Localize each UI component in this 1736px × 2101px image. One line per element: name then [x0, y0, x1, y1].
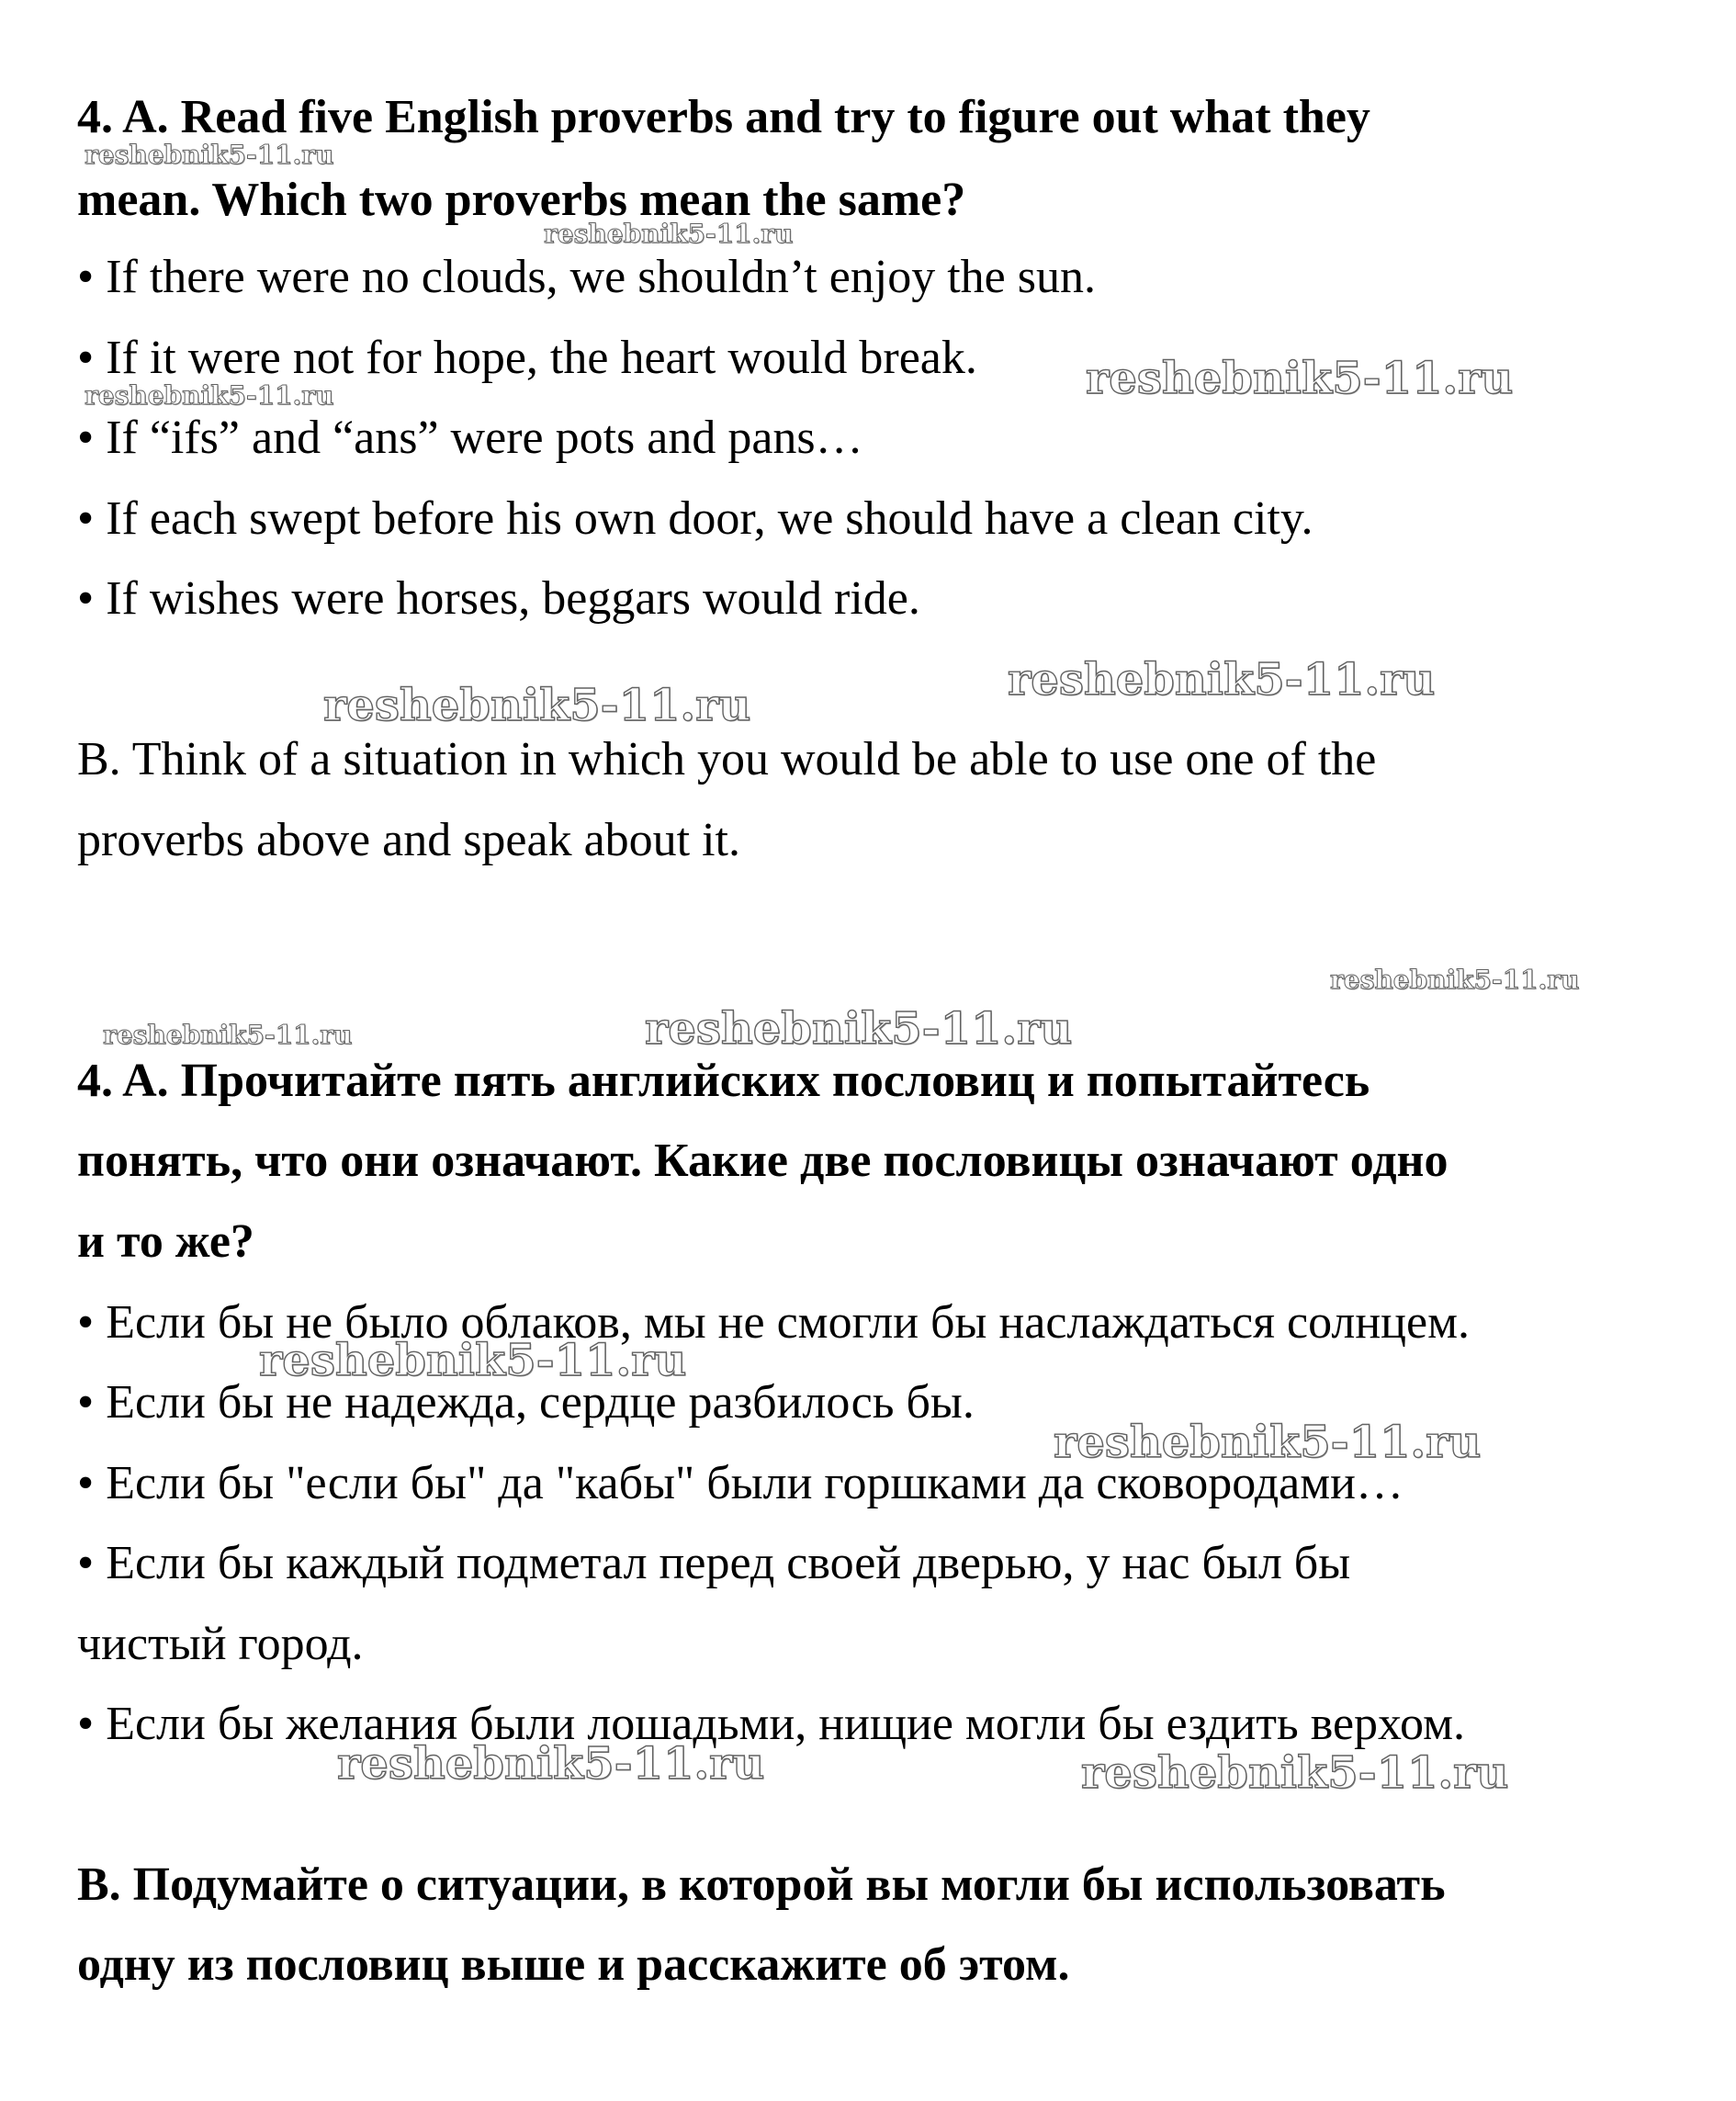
- english-proverb-4: • If each swept before his own door, we should have a clean city.: [77, 492, 1313, 545]
- russian-proverb-3: • Если бы "если бы" да "кабы" были горшками да сковородами…: [77, 1457, 1403, 1509]
- english-task-b-line-2: proverbs above and speak about it.: [77, 814, 741, 866]
- watermark: reshebnik5-11.ru: [103, 1020, 353, 1050]
- english-heading-line-2: mean. Which two proverbs mean the same?: [77, 174, 966, 226]
- russian-task-b-line-2: одну из пословиц выше и расскажите об этом.: [77, 1938, 1070, 1991]
- russian-heading-line-2: понять, что они означают. Какие две пословицы означают одно: [77, 1135, 1449, 1187]
- watermark: reshebnik5-11.ru: [85, 140, 334, 170]
- english-task-b-line-1: B. Think of a situation in which you would be able to use one of the: [77, 733, 1377, 785]
- watermark: reshebnik5-11.ru: [323, 680, 751, 731]
- english-proverb-1: • If there were no clouds, we shouldn’t enjoy the sun.: [77, 251, 1096, 303]
- english-heading-line-1: 4. A. Read five English proverbs and try to figure out what they: [77, 91, 1370, 143]
- english-proverb-2: • If it were not for hope, the heart would break.: [77, 332, 977, 384]
- russian-proverb-5: • Если бы желания были лошадьми, нищие могли бы ездить верхом.: [77, 1698, 1465, 1750]
- watermark: reshebnik5-11.ru: [85, 380, 334, 411]
- watermark: reshebnik5-11.ru: [337, 1738, 765, 1790]
- watermark: reshebnik5-11.ru: [1086, 353, 1514, 404]
- english-proverb-5: • If wishes were horses, beggars would ride.: [77, 572, 920, 625]
- watermark: reshebnik5-11.ru: [1081, 1747, 1509, 1799]
- russian-heading-line-1: 4. A. Прочитайте пять английских пословиц и попытайтесь: [77, 1055, 1370, 1107]
- watermark: reshebnik5-11.ru: [1330, 965, 1580, 995]
- russian-heading-line-3: и то же?: [77, 1215, 254, 1268]
- russian-proverb-4-continued: чистый город.: [77, 1618, 364, 1670]
- watermark: reshebnik5-11.ru: [1008, 654, 1436, 706]
- watermark: reshebnik5-11.ru: [259, 1335, 687, 1386]
- watermark: reshebnik5-11.ru: [645, 1003, 1073, 1055]
- russian-task-b-line-1: B. Подумайте о ситуации, в которой вы могли бы использовать: [77, 1858, 1446, 1911]
- russian-proverb-1: • Если бы не было облаков, мы не смогли бы наслаждаться солнцем.: [77, 1296, 1470, 1349]
- watermark: reshebnik5-11.ru: [1054, 1417, 1482, 1468]
- english-proverb-3: • If “ifs” and “ans” were pots and pans…: [77, 412, 863, 464]
- watermark: reshebnik5-11.ru: [544, 219, 794, 249]
- russian-proverb-4: • Если бы каждый подметал перед своей дверью, у нас был бы: [77, 1537, 1351, 1589]
- russian-proverb-2: • Если бы не надежда, сердце разбилось бы.: [77, 1376, 975, 1429]
